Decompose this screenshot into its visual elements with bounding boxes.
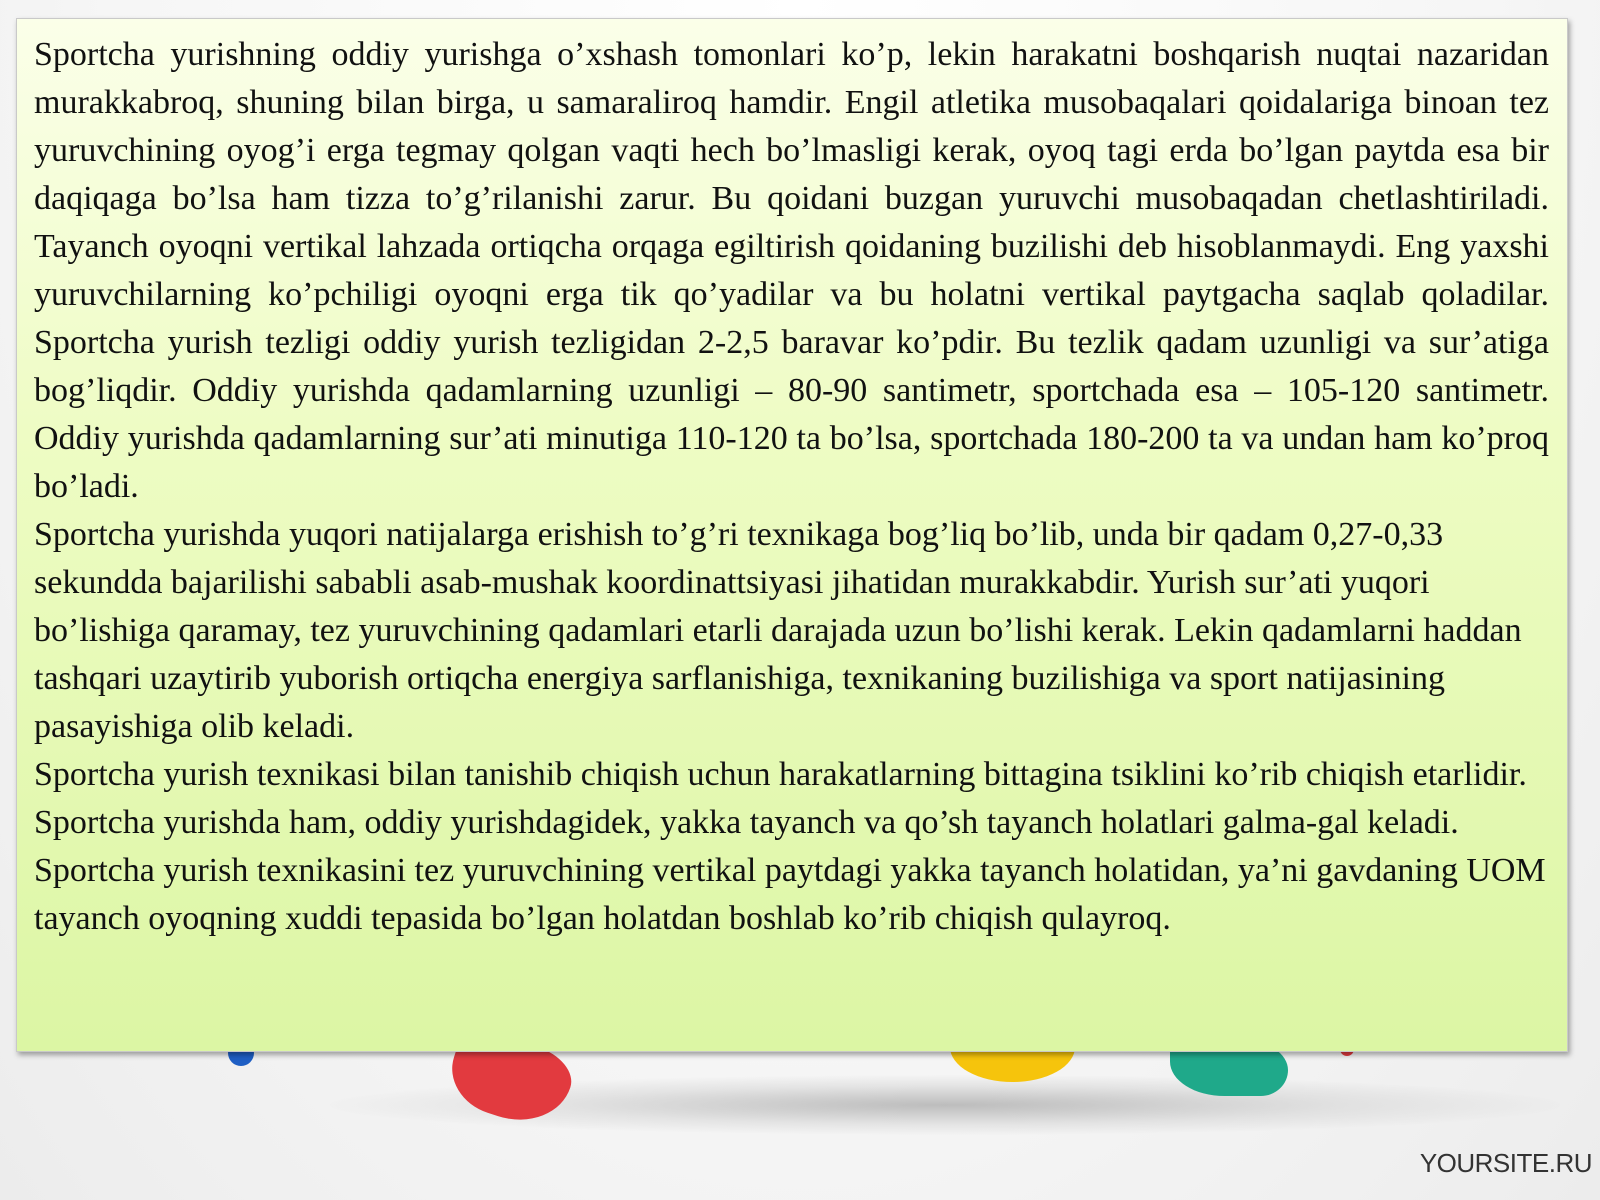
watermark-logo: YOURSITE.RU — [1419, 1148, 1592, 1178]
paragraph-1: Sportcha yurishning oddiy yurishga o’xshash tomonlari ko’p, lekin harakatni boshqarish nuqtai nazaridan murakkabroq, shuning bilan birga, u samaraliroq hamdir. Engil atletika musobaqalari qoidalariga binoan tez yuruvchining oyog’i erga tegmay qolgan vaqti hech bo’lmasligi kerak, oyoq tagi erda bo’lgan paytda esa bir daqiqaga bo’lsa ham tizza to’g’rilanishi zarur. Bu qoidani buzgan yuruvchi musobaqadan chetlashtiriladi. Tayanch oyoqni vertikal lahzada ortiqcha orqaga egiltirish qoidaning buzilishi deb hisoblanmaydi. Eng yaxshi yuruvchilarning ko’pchiligi oyoqni erga tik qo’yadilar va bu holatni vertikal paytgacha saqlab qoladilar. Sportcha yurish tezligi oddiy yurish tezligidan 2-2,5 baravar ko’pdir. Bu tezlik qadam uzunligi va sur’atiga bog’liqdir. Oddiy yurishda qadamlarning uzunligi – 80-90 santimetr, sportchada esa – 105-120 santimetr. Oddiy yurishda qadamlarning sur’ati minutiga 110-120 ta bo’lsa, sportchada 180-200 ta va undan ham ko’proq bo’ladi. — [34, 36, 1549, 505]
paragraph-3: Sportcha yurish texnikasi bilan tanishib chiqish uchun harakatlarning bittagina tsiklini ko’rib chiqish etarlidir. Sportcha yurishda ham, oddiy yurishdagidek, yakka tayanch va qo’sh tayanch holatlari galma-gal keladi. Sportcha yurish texnikasini tez yuruvchining vertikal paytdagi yakka tayanch holatidan, ya’ni gavdaning UOM tayanch oyoqning xuddi tepasida bo’lgan holatdan boshlab ko’rib chiqish qulayroq. — [34, 756, 1546, 937]
paragraph-2: Sportcha yurishda yuqori natijalarga erishish to’g’ri texnikaga bog’liq bo’lib, unda bir qadam 0,27-0,33 sekundda bajarilishi sababli asab-mushak koordinattsiyasi jihatidan murakkabdir. Yurish sur’ati yuqori bo’lishiga qaramay, tez yuruvchining qadamlari etarli darajada uzun bo’lishi kerak. Lekin qadamlarni haddan tashqari uzaytirib yuborish ortiqcha energiya sarflanishiga, texnikaning buzilishiga va sport natijasining pasayishiga olib keladi. — [34, 516, 1522, 745]
text-panel — [16, 18, 1568, 1052]
